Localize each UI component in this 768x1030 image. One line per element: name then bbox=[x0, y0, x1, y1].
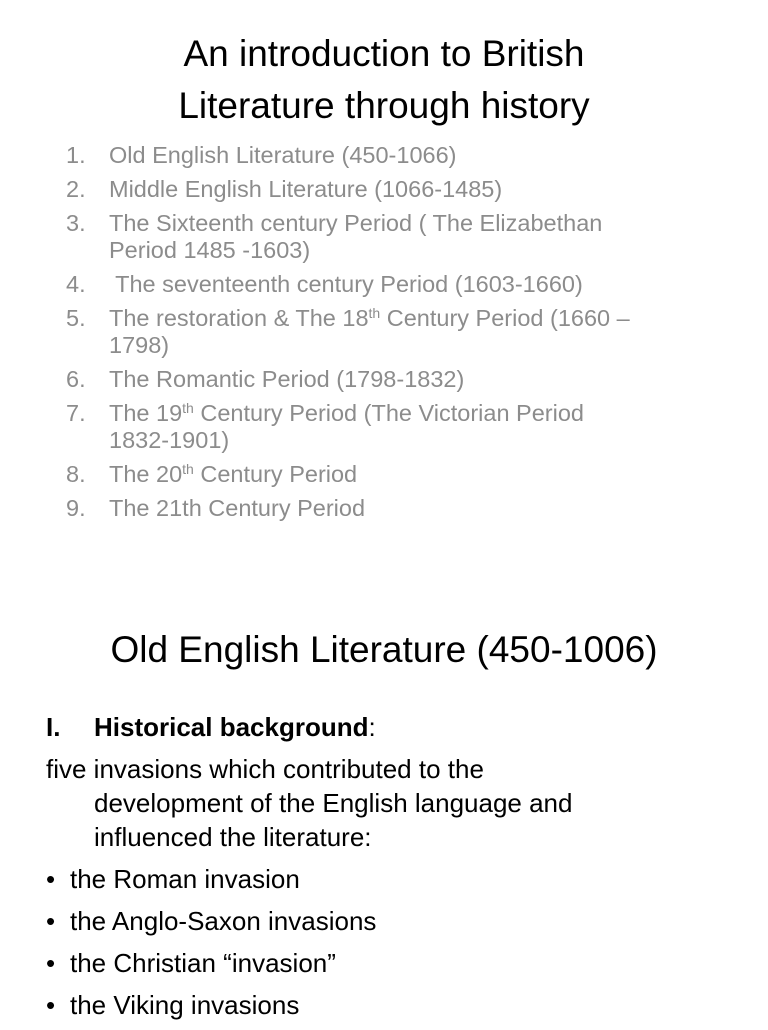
list-text-post: Century Period (1660 – bbox=[380, 305, 630, 331]
list-text: The seventeenth century Period (1603-1660) bbox=[109, 271, 583, 297]
list-text: The 20 bbox=[109, 461, 183, 487]
list-number: 6. bbox=[66, 366, 86, 392]
list-text: The Sixteenth century Period ( The Elizabethan bbox=[109, 210, 603, 236]
slide-content bbox=[46, 710, 746, 1030]
title-line-1: An introduction to British bbox=[183, 33, 585, 74]
section-heading bbox=[46, 710, 746, 744]
list-number: 9. bbox=[66, 495, 86, 521]
bullet-text: the Christian “invasion” bbox=[70, 948, 336, 978]
list-text: Middle English Literature (1066-1485) bbox=[109, 176, 503, 202]
list-number: 1. bbox=[66, 142, 86, 168]
bullet-item bbox=[46, 862, 746, 896]
title-line-2: Literature through history bbox=[178, 85, 590, 126]
list-item bbox=[60, 176, 700, 203]
slide-title: Old English Literature (450-1006) bbox=[110, 629, 658, 670]
list-item bbox=[60, 366, 700, 393]
bullet-icon: • bbox=[46, 906, 56, 936]
list-number: 5. bbox=[66, 305, 86, 331]
list-text: Old English Literature (450-1066) bbox=[109, 142, 457, 168]
list-text-post: Century Period (The Victorian Period bbox=[193, 400, 584, 426]
list-number: 7. bbox=[66, 400, 86, 426]
list-text-cont: Period 1485 -1603) bbox=[109, 237, 311, 263]
bullet-item bbox=[46, 904, 746, 938]
list-text-cont: 1798) bbox=[109, 332, 170, 358]
list-item bbox=[60, 495, 700, 522]
section-number: I. bbox=[46, 712, 61, 742]
list-number: 8. bbox=[66, 461, 86, 487]
intro-paragraph bbox=[46, 752, 746, 854]
list-text-post: Century Period bbox=[193, 461, 358, 487]
list-number: 2. bbox=[66, 176, 86, 202]
bullet-item bbox=[46, 946, 746, 980]
list-item bbox=[60, 400, 700, 454]
slide-title bbox=[0, 28, 768, 132]
paragraph-line: development of the English language and bbox=[94, 788, 573, 818]
paragraph-line: five invasions which contributed to the bbox=[46, 754, 484, 784]
list-text: The 21th Century Period bbox=[109, 495, 366, 521]
list-item bbox=[60, 210, 700, 264]
list-number: 3. bbox=[66, 210, 86, 236]
paragraph-line: influenced the literature: bbox=[94, 822, 372, 852]
superscript: th bbox=[182, 461, 194, 477]
bullet-text: the Anglo-Saxon invasions bbox=[70, 906, 377, 936]
section-heading-colon: : bbox=[368, 712, 376, 742]
superscript: th bbox=[182, 400, 194, 416]
superscript: th bbox=[368, 305, 381, 321]
list-text-cont: 1832-1901) bbox=[109, 427, 230, 453]
period-list bbox=[60, 142, 700, 529]
bullet-icon: • bbox=[46, 864, 56, 894]
bullet-text: the Viking invasions bbox=[70, 990, 300, 1020]
list-item bbox=[60, 461, 700, 488]
bullet-icon: • bbox=[46, 948, 56, 978]
bullet-icon: • bbox=[46, 990, 56, 1020]
list-text: The restoration & The 18 bbox=[109, 305, 369, 331]
section-heading-text: Historical background bbox=[94, 712, 369, 742]
list-number: 4. bbox=[66, 271, 86, 297]
list-item bbox=[60, 271, 700, 298]
list-item bbox=[60, 142, 700, 169]
bullet-item bbox=[46, 988, 746, 1022]
bullet-text: the Roman invasion bbox=[70, 864, 300, 894]
list-text: The 19 bbox=[109, 400, 183, 426]
list-text: The Romantic Period (1798-1832) bbox=[109, 366, 465, 392]
list-item bbox=[60, 305, 700, 359]
slide-old-english bbox=[0, 580, 768, 1024]
